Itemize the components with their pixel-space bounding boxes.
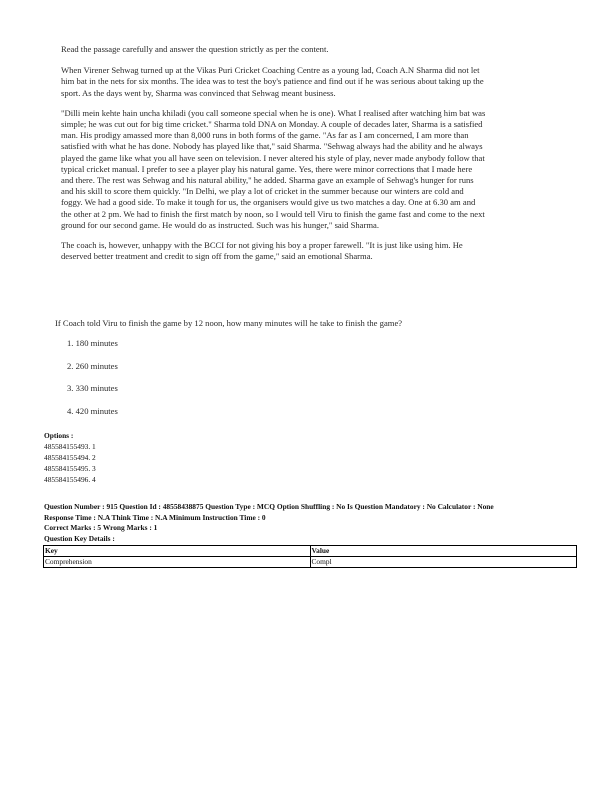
passage-instruction: Read the passage carefully and answer the question strictly as per the content. (61, 44, 329, 54)
table-cell-key: Comprehension (44, 557, 311, 568)
passage-paragraph-1: When Virener Sehwag turned up at the Vikas Puri Cricket Coaching Centre as a young lad, Coach A.N Sharma did not let him bat in the nets for six months. The idea was to test the boy's patience and find out if he was serious about taking up the sport. As the days went by, Sharma was convinced that Sehwag meant business. (61, 65, 484, 98)
answer-choice-2[interactable]: 2. 260 minutes (67, 360, 118, 371)
key-details-table (43, 545, 577, 568)
table-cell-value: Compl (310, 557, 577, 568)
option-id-4: 485584155496. 4 (44, 475, 96, 484)
answer-choice-4[interactable]: 4. 420 minutes (67, 405, 118, 416)
answer-choice-1[interactable]: 1. 180 minutes (67, 338, 118, 348)
question-meta-line2: Response Time : N.A Think Time : N.A Minimum Instruction Time : 0 (44, 512, 266, 522)
question-meta (44, 502, 574, 544)
question-marks: Correct Marks : 5 Wrong Marks : 1 (44, 523, 158, 533)
option-id-2: 485584155494. 2 (44, 453, 96, 462)
question-meta-line1: Question Number : 915 Question Id : 48558438875 Question Type : MCQ Option Shuffling : No Is Question Mandatory : No Calculator : None (44, 502, 494, 511)
option-id-1: 485584155493. 1 (44, 442, 96, 451)
table-header-key: Key (44, 546, 311, 557)
passage-paragraph-3: The coach is, however, unhappy with the BCCI for not giving his boy a proper farewell. "It is just like using him. He deserved better treatment and credit to sign off from the game," said an emotional Sharma. (61, 240, 463, 262)
question-key-details-label: Question Key Details : (44, 533, 115, 543)
question-text: If Coach told Viru to finish the game by 12 noon, how many minutes will he take to finish the game? (55, 318, 403, 328)
options-list (44, 430, 96, 485)
table-row (44, 557, 577, 568)
passage-paragraph-2: "Dilli mein kehte hain uncha khiladi (you call someone special when he is one). What I realised after watching him bat was simple; he was cut out for big time cricket." Sharma told DNA on Monday. A couple of decades later, Sharma is a satisfied man. His prodigy amassed more than 8,000 runs in both forms of the game. "As far as I am concerned, I am more than satisfied with what he has done. Nobody has played like that," said Sharma. "Sehwag always had the ability and he always played the game like what you all have seen on television. I never altered his style of play, never made anybody follow that typical cricket manual. I prefer to see a player play his natural game. Yes, there were minor corrections that I made here and there. The rest was Sehwag and his natural ability," he added. Sharma gave an example of Sehwag's hunger for runs and his skill to score them quickly. "In Delhi, we play a lot of cricket in the summer because our winters are cold and foggy. We had a good side. To make it tough for us, the organisers would give us two matches a day. One at 6.30 am and the other at 2 pm. We had to finish the first match by noon, so I would tell Viru to finish the game fast and come to the next ground for our second game. He would do as instructed. Such was his hunger," said Sharma. (61, 107, 486, 230)
table-header-value: Value (310, 546, 577, 557)
answer-choices (67, 338, 118, 428)
passage (61, 44, 486, 271)
option-id-3: 485584155495. 3 (44, 464, 96, 473)
options-heading: Options : (44, 431, 74, 440)
answer-choice-3[interactable]: 3. 330 minutes (67, 383, 118, 393)
table-header-row (44, 546, 577, 557)
